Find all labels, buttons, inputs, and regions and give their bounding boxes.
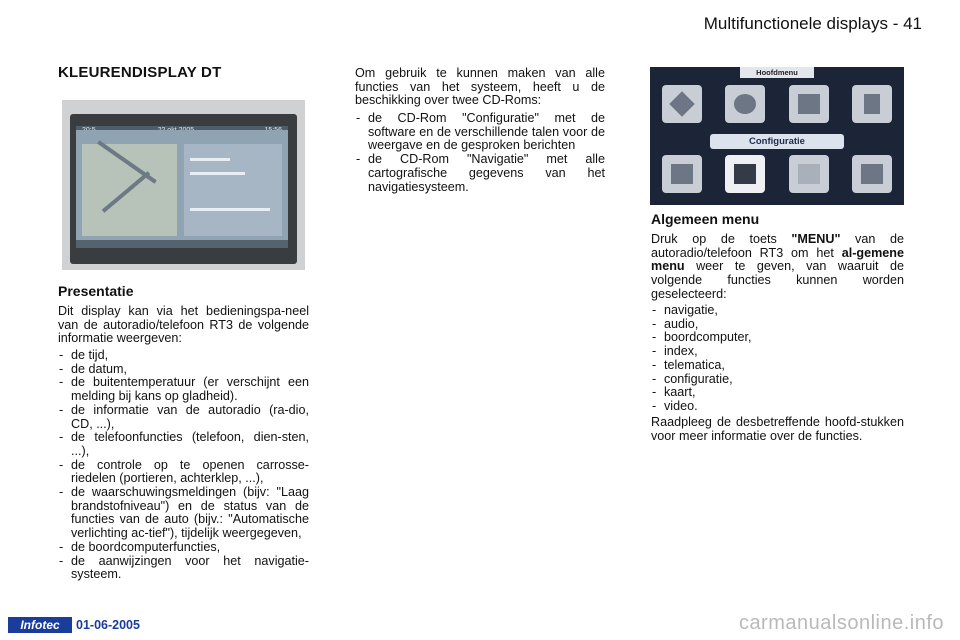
list-item: - de aanwijzingen voor het navigatie-systeem.	[58, 555, 309, 582]
general-menu-outro: Raadpleeg de desbetreffende hoofd-stukken voor meer informatie over de functies.	[651, 415, 904, 443]
page-header: Multifunctionele displays - 41	[703, 14, 922, 33]
display-photo	[62, 100, 305, 270]
main-menu-screenshot	[650, 67, 904, 205]
presentation-heading: Presentatie	[58, 283, 134, 299]
info-line	[190, 158, 230, 161]
intro-text: Druk op de toets	[651, 232, 792, 246]
list-item: - video.	[651, 400, 904, 414]
list-item: - de telefoonfuncties (telefoon, dien-sten, ...),	[58, 431, 309, 458]
audio-tile-icon	[725, 85, 765, 123]
general-menu-heading: Algemeen menu	[651, 211, 760, 227]
infotec-logo: Infotec	[8, 617, 72, 633]
list-item: - de boordcomputerfuncties,	[58, 541, 309, 555]
menu-title: Hoofdmenu	[740, 67, 814, 78]
list-item: - navigatie,	[651, 304, 904, 318]
intro-text: van de autoradio/telefoon RT3 om het	[651, 232, 904, 260]
menu-row-bottom	[650, 155, 904, 193]
list-item: - de waarschuwingsmeldingen (bijv: "Laag brandstofniveau") en de status van de functies van de auto (bijv.: "Automatische verlichting ac-tief"), tijdelijk weergegeven,	[58, 486, 309, 541]
menu-key-label: "MENU"	[791, 232, 841, 246]
list-item: - de datum,	[58, 363, 309, 377]
list-item: - boordcomputer,	[651, 331, 904, 345]
list-item: - index,	[651, 345, 904, 359]
list-item: - de CD-Rom "Navigatie" met alle cartografische gegevens van het navigatiesysteem.	[355, 153, 605, 194]
video-tile-icon	[852, 155, 892, 193]
menu-row-top	[650, 85, 904, 123]
general-menu-intro	[651, 233, 904, 302]
list-item: - telematica,	[651, 359, 904, 373]
general-menu-term: al-gemene menu	[651, 245, 904, 274]
info-line	[190, 208, 270, 211]
cdrom-list	[355, 112, 605, 194]
presentation-list	[58, 349, 309, 582]
list-item: - de tijd,	[58, 349, 309, 363]
menu-selected-item: Configuratie	[710, 134, 844, 149]
function-list	[651, 304, 904, 414]
index-tile-icon	[852, 85, 892, 123]
computer-tile-icon	[789, 85, 829, 123]
map-tile-icon	[789, 155, 829, 193]
list-item: - kaart,	[651, 386, 904, 400]
intro-text: weer te geven, van waaruit de volgende functies kunnen worden geselecteerd:	[651, 259, 904, 301]
telematics-tile-icon	[662, 155, 702, 193]
info-line	[190, 172, 245, 175]
section-heading: KLEURENDISPLAY DT	[58, 64, 222, 81]
watermark: carmanualsonline.info	[738, 612, 944, 634]
cdrom-intro: Om gebruik te kunnen maken van alle functies van het systeem, heeft u de beschikking over twee CD-Roms:	[355, 66, 605, 108]
display-footer	[76, 240, 288, 248]
list-item: - de informatie van de autoradio (ra-dio, CD, ...),	[58, 404, 309, 431]
presentation-intro: Dit display kan via het bedieningspa-neel van de autoradio/telefoon RT3 de volgende informatie weergeven:	[58, 304, 309, 346]
list-item: - audio,	[651, 318, 904, 332]
list-item: - de buitentemperatuur (er verschijnt een melding bij kans op gladheid).	[58, 376, 309, 403]
navigation-tile-icon	[662, 85, 702, 123]
print-date: 01-06-2005	[76, 618, 140, 632]
list-item: - de CD-Rom "Configuratie" met de software en de verschillende talen voor de weergave en de gesproken berichten	[355, 112, 605, 153]
list-item: - de controle op te openen carrosse-riedelen (portieren, achterklep, ...),	[58, 459, 309, 486]
list-item: - configuratie,	[651, 373, 904, 387]
configuration-tile-icon	[725, 155, 765, 193]
